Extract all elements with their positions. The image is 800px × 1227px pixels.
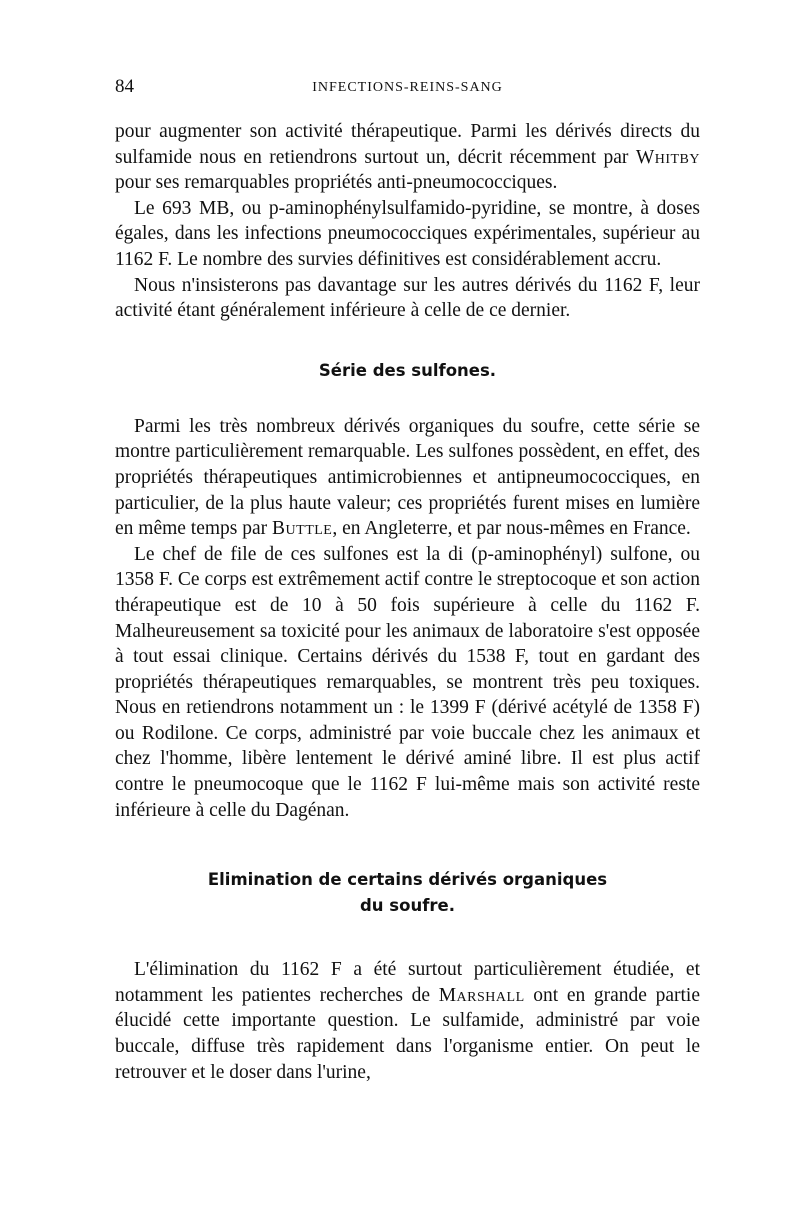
section-heading-elimination bbox=[115, 867, 700, 919]
body-text bbox=[115, 119, 700, 1085]
paragraph: Le chef de file de ces sulfones est la di (p-aminophényl) sulfone, ou 1358 F. Ce corps est extrêmement actif contre le streptocoque et son action thérapeutique est de 10 à 50 fois supérieure à celle du 1162 F. Malheureusement sa toxicité pour les animaux de laboratoire s'est opposée à tout essai clinique. Certains dérivés du 1538 F, tout en gardant des propriétés thérapeutiques remarquables, se montrent très peu toxiques. Nous en retiendrons notamment un : le 1399 F (dérivé acétylé de 1358 F) ou Rodilone. Ce corps, administré par voie buccale chez les animaux et chez l'homme, libère lentement le dérivé aminé libre. Il est plus actif contre le pneumocoque que le 1162 F lui-même mais son activité reste inférieure à celle du Dagénan. bbox=[115, 543, 700, 821]
author-name: Whitby bbox=[635, 146, 700, 168]
paragraph-text: ont en grande partie élucidé cette importante question. Le sulfamide, administré par voie buccale, diffuse très rapidement dans l'organisme entier. On peut le retrouver et le doser dans l'urine, bbox=[115, 984, 701, 1083]
paragraph-text: , en Angleterre, et par nous-mêmes en France. bbox=[332, 518, 691, 540]
paragraph: Nous n'insisterons pas davantage sur les autres dérivés du 1162 F, leur activité étant généralement inférieure à celle de ce dernier. bbox=[115, 274, 700, 322]
paragraph: Le 693 MB, ou p-aminophénylsulfamido-pyridine, se montre, à doses égales, dans les infections pneumococciques expérimentales, supérieur au 1162 F. Le nombre des survies définitives est considérablement accru. bbox=[115, 197, 700, 270]
running-head bbox=[115, 70, 700, 100]
author-name: Buttle bbox=[272, 518, 333, 540]
paragraph bbox=[115, 414, 700, 542]
paragraph-text: pour augmenter son activité thérapeutique. Parmi les dérivés directs du sulfamide nous en retiendrons surtout un, décrit récemment par bbox=[115, 121, 700, 168]
page-number: 84 bbox=[115, 76, 134, 97]
running-title: INFECTIONS-REINS-SANG bbox=[312, 80, 503, 95]
heading-line: Elimination de certains dérivés organiques bbox=[207, 870, 608, 890]
book-page bbox=[115, 70, 700, 1085]
paragraph-text: Parmi les très nombreux dérivés organiques du soufre, cette série se montre particulièrement remarquable. Les sulfones possèdent, en effet, des propriétés thérapeutiques antimicrobiennes et antipneumococciques, en particulier, de la plus haute valeur; ces propriétés furent mises en lumière en même temps par bbox=[115, 415, 700, 540]
paragraph-text: pour ses remarquables propriétés anti-pneumococciques. bbox=[115, 172, 558, 194]
heading-line: du soufre. bbox=[360, 896, 455, 916]
paragraph bbox=[115, 957, 700, 1085]
section-heading-sulfones: Série des sulfones. bbox=[318, 360, 497, 380]
author-name: Marshall bbox=[438, 984, 525, 1006]
paragraph bbox=[115, 119, 700, 196]
paragraph-text: L'élimination du 1162 F a été surtout particulièrement étudiée, et notamment les patientes recherches de bbox=[115, 959, 700, 1006]
